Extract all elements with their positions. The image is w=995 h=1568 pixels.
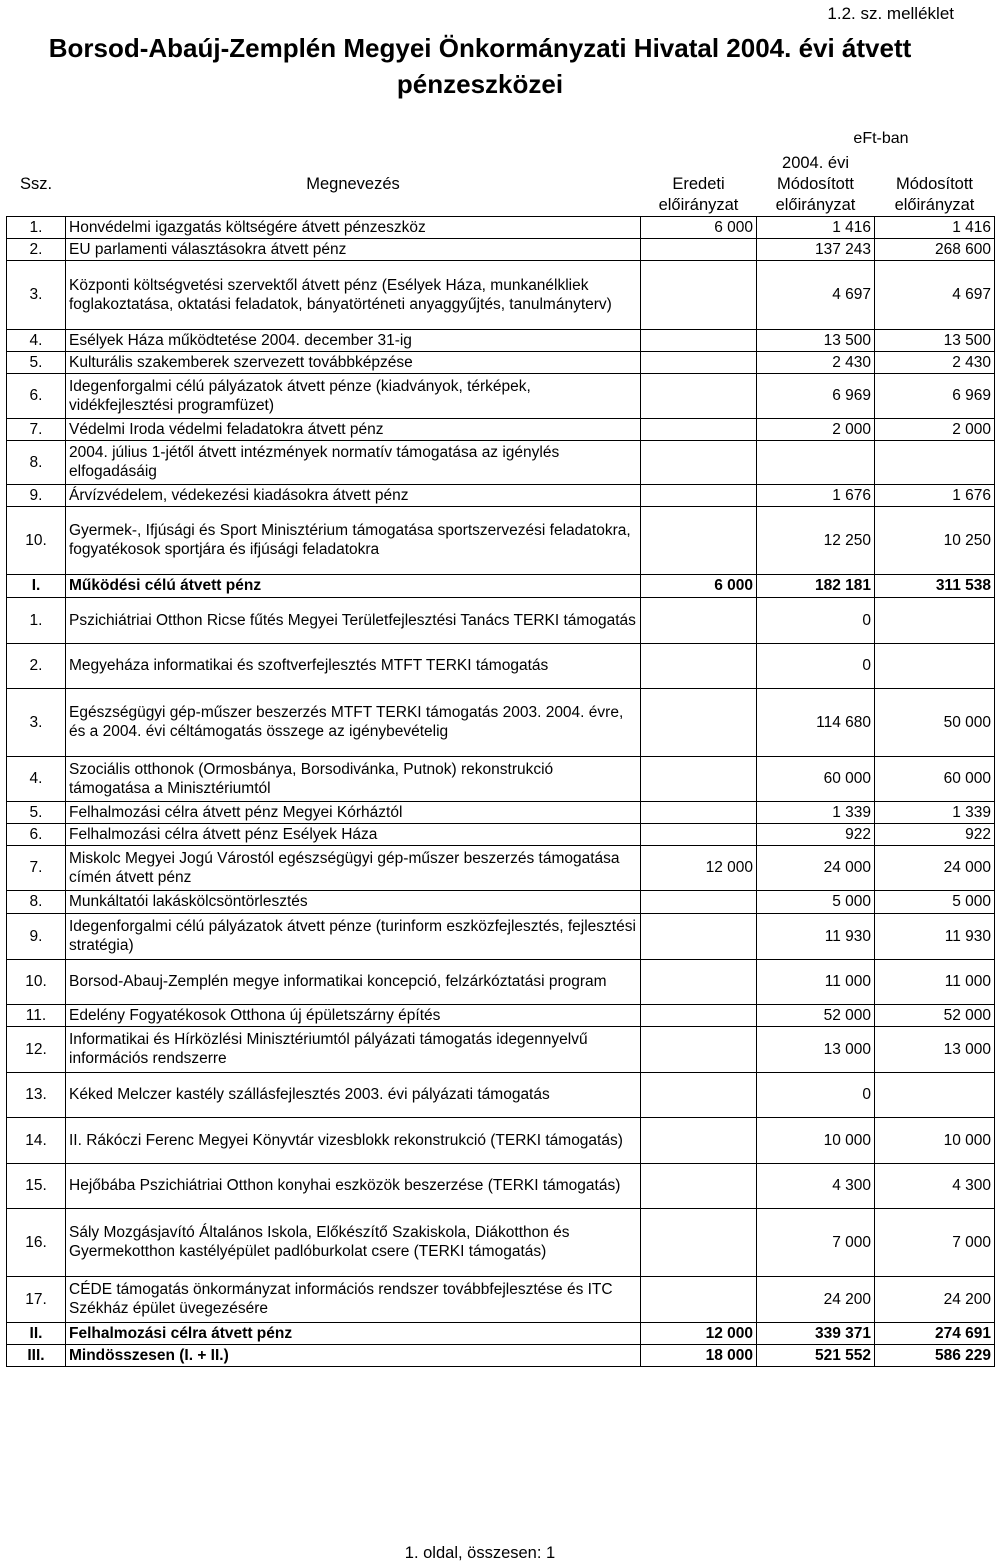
row-modified-1-cell: 1 339 bbox=[757, 801, 875, 823]
row-number-cell: 5. bbox=[7, 801, 66, 823]
row-modified-2-cell: 311 538 bbox=[875, 574, 995, 597]
row-modified-2-cell: 274 691 bbox=[875, 1322, 995, 1344]
table-row bbox=[7, 913, 995, 959]
row-name-cell: 2004. július 1-jétől átvett intézmények normatív támogatása az igénylés elfogadásáig bbox=[66, 440, 641, 484]
row-original-cell bbox=[641, 688, 757, 756]
row-original-cell bbox=[641, 1208, 757, 1276]
row-modified-2-cell bbox=[875, 440, 995, 484]
header-mod2-1: Módosított bbox=[895, 175, 974, 193]
row-modified-1-cell: 339 371 bbox=[757, 1322, 875, 1344]
header-mod2-2: előirányzat bbox=[894, 195, 975, 214]
header-ssz: Ssz. bbox=[19, 175, 53, 193]
table-row bbox=[7, 329, 995, 351]
row-number-cell: 3. bbox=[7, 260, 66, 329]
row-number-cell: 6. bbox=[7, 823, 66, 845]
row-number-cell: 13. bbox=[7, 1072, 66, 1117]
row-number-cell: 17. bbox=[7, 1276, 66, 1322]
row-modified-2-cell: 4 697 bbox=[875, 260, 995, 329]
row-modified-2-cell: 1 416 bbox=[875, 216, 995, 238]
row-original-cell bbox=[641, 643, 757, 688]
row-number-cell: 4. bbox=[7, 756, 66, 801]
row-modified-1-cell: 0 bbox=[757, 643, 875, 688]
table-row bbox=[7, 260, 995, 329]
row-name-cell: Működési célú átvett pénz bbox=[66, 574, 641, 597]
row-name-cell: Egészségügyi gép-műszer beszerzés MTFT TERKI támogatás 2003. 2004. évre, és a 2004. évi céltámogatás összege az igénybevételig bbox=[66, 688, 641, 756]
unit-label: eFt-ban bbox=[853, 130, 909, 147]
page-footer: 1. oldal, összesen: 1 bbox=[404, 1544, 556, 1562]
row-modified-2-cell: 586 229 bbox=[875, 1344, 995, 1366]
row-name-cell: Miskolc Megyei Jogú Várostól egészségügyi gép-műszer beszerzés támogatása címén átvett pénz bbox=[66, 845, 641, 890]
row-modified-1-cell: 24 200 bbox=[757, 1276, 875, 1322]
row-modified-1-cell: 13 500 bbox=[757, 329, 875, 351]
row-original-cell bbox=[641, 801, 757, 823]
row-name-cell: Munkáltatói lakáskölcsöntörlesztés bbox=[66, 890, 641, 913]
row-original-cell bbox=[641, 418, 757, 440]
row-modified-1-cell: 11 000 bbox=[757, 959, 875, 1004]
row-modified-2-cell: 2 430 bbox=[875, 351, 995, 373]
row-modified-2-cell bbox=[875, 643, 995, 688]
row-number-cell: 8. bbox=[7, 440, 66, 484]
row-modified-1-cell: 2 430 bbox=[757, 351, 875, 373]
row-number-cell: 8. bbox=[7, 890, 66, 913]
row-modified-1-cell: 7 000 bbox=[757, 1208, 875, 1276]
row-original-cell: 12 000 bbox=[641, 845, 757, 890]
row-modified-1-cell: 182 181 bbox=[757, 574, 875, 597]
header-year: 2004. évi bbox=[782, 153, 849, 172]
row-original-cell bbox=[641, 329, 757, 351]
row-modified-2-cell: 50 000 bbox=[875, 688, 995, 756]
row-modified-2-cell: 24 200 bbox=[875, 1276, 995, 1322]
row-original-cell bbox=[641, 959, 757, 1004]
row-modified-2-cell: 7 000 bbox=[875, 1208, 995, 1276]
table-row bbox=[7, 351, 995, 373]
row-name-cell: Kéked Melczer kastély szállásfejlesztés 2003. évi pályázati támogatás bbox=[66, 1072, 641, 1117]
row-modified-2-cell: 5 000 bbox=[875, 890, 995, 913]
row-modified-2-cell: 60 000 bbox=[875, 756, 995, 801]
row-name-cell: Idegenforgalmi célú pályázatok átvett pénze (kiadványok, térképek, vidékfejlesztési programfüzet) bbox=[66, 373, 641, 418]
row-modified-1-cell: 922 bbox=[757, 823, 875, 845]
row-name-cell: Árvízvédelem, védekezési kiadásokra átvett pénz bbox=[66, 484, 641, 506]
row-modified-1-cell: 24 000 bbox=[757, 845, 875, 890]
row-original-cell bbox=[641, 506, 757, 574]
row-name-cell: Megyeháza informatikai és szoftverfejlesztés MTFT TERKI támogatás bbox=[66, 643, 641, 688]
table-row bbox=[7, 845, 995, 890]
table-total-row bbox=[7, 1344, 995, 1366]
row-modified-2-cell: 2 000 bbox=[875, 418, 995, 440]
row-modified-1-cell: 2 000 bbox=[757, 418, 875, 440]
row-modified-1-cell: 13 000 bbox=[757, 1026, 875, 1072]
row-modified-1-cell: 60 000 bbox=[757, 756, 875, 801]
row-modified-1-cell: 6 969 bbox=[757, 373, 875, 418]
row-modified-1-cell: 1 676 bbox=[757, 484, 875, 506]
table-row bbox=[7, 1163, 995, 1208]
table-total-row bbox=[7, 574, 995, 597]
page-title bbox=[0, 30, 960, 102]
header-row-year bbox=[7, 152, 995, 174]
table-row bbox=[7, 1026, 995, 1072]
row-modified-1-cell: 137 243 bbox=[757, 238, 875, 260]
row-modified-2-cell: 10 250 bbox=[875, 506, 995, 574]
row-modified-2-cell: 1 339 bbox=[875, 801, 995, 823]
row-number-cell: 10. bbox=[7, 959, 66, 1004]
table-row bbox=[7, 756, 995, 801]
row-number-cell: III. bbox=[7, 1344, 66, 1366]
row-modified-2-cell: 1 676 bbox=[875, 484, 995, 506]
row-number-cell: I. bbox=[7, 574, 66, 597]
table-row bbox=[7, 643, 995, 688]
table-row bbox=[7, 1276, 995, 1322]
table-row bbox=[7, 373, 995, 418]
row-original-cell: 18 000 bbox=[641, 1344, 757, 1366]
row-number-cell: 14. bbox=[7, 1117, 66, 1163]
row-original-cell bbox=[641, 597, 757, 643]
row-number-cell: 7. bbox=[7, 418, 66, 440]
row-number-cell: 1. bbox=[7, 216, 66, 238]
table-row bbox=[7, 688, 995, 756]
table-row bbox=[7, 506, 995, 574]
row-original-cell bbox=[641, 1072, 757, 1117]
row-modified-1-cell: 0 bbox=[757, 1072, 875, 1117]
row-original-cell: 6 000 bbox=[641, 574, 757, 597]
row-name-cell: EU parlamenti választásokra átvett pénz bbox=[66, 238, 641, 260]
row-modified-1-cell: 521 552 bbox=[757, 1344, 875, 1366]
row-original-cell bbox=[641, 1026, 757, 1072]
table-row bbox=[7, 597, 995, 643]
row-modified-2-cell: 13 500 bbox=[875, 329, 995, 351]
row-original-cell bbox=[641, 351, 757, 373]
row-modified-1-cell: 0 bbox=[757, 597, 875, 643]
table-row bbox=[7, 801, 995, 823]
row-name-cell: Esélyek Háza működtetése 2004. december 31-ig bbox=[66, 329, 641, 351]
row-name-cell: Idegenforgalmi célú pályázatok átvett pénze (turinform eszközfejlesztés, fejlesztési stratégia) bbox=[66, 913, 641, 959]
row-original-cell bbox=[641, 1004, 757, 1026]
row-modified-2-cell: 13 000 bbox=[875, 1026, 995, 1072]
row-number-cell: 4. bbox=[7, 329, 66, 351]
row-modified-2-cell: 52 000 bbox=[875, 1004, 995, 1026]
row-original-cell bbox=[641, 890, 757, 913]
header-mod1-1: Módosított bbox=[776, 175, 855, 193]
row-modified-2-cell: 268 600 bbox=[875, 238, 995, 260]
row-modified-1-cell: 4 300 bbox=[757, 1163, 875, 1208]
table-row bbox=[7, 823, 995, 845]
table-row bbox=[7, 959, 995, 1004]
row-name-cell: Edelény Fogyatékosok Otthona új épületszárny építés bbox=[66, 1004, 641, 1026]
row-name-cell: Gyermek-, Ifjúsági és Sport Minisztérium támogatása sportszervezési feladatokra, fogyatékosok sportjára és ifjúsági feladatokra bbox=[66, 506, 641, 574]
row-original-cell bbox=[641, 823, 757, 845]
row-name-cell: Központi költségvetési szervektől átvett pénz (Esélyek Háza, munkanélkliek foglakoztatása, oktatási feladatok, bányatörténeti anyaggyűjtés, tanulmányterv) bbox=[66, 260, 641, 329]
row-name-cell: Szociális otthonok (Ormosbánya, Borsodivánka, Putnok) rekonstrukció támogatása a Minisztériumtól bbox=[66, 756, 641, 801]
row-original-cell bbox=[641, 373, 757, 418]
table-row bbox=[7, 484, 995, 506]
row-modified-2-cell: 922 bbox=[875, 823, 995, 845]
row-original-cell bbox=[641, 238, 757, 260]
table-row bbox=[7, 1072, 995, 1117]
row-modified-2-cell: 4 300 bbox=[875, 1163, 995, 1208]
row-modified-1-cell: 52 000 bbox=[757, 1004, 875, 1026]
row-original-cell bbox=[641, 756, 757, 801]
row-modified-1-cell: 12 250 bbox=[757, 506, 875, 574]
row-modified-2-cell bbox=[875, 1072, 995, 1117]
row-modified-1-cell: 4 697 bbox=[757, 260, 875, 329]
row-name-cell: CÉDE támogatás önkormányzat információs rendszer továbbfejlesztése és ITC Székház épület üvegezésére bbox=[66, 1276, 641, 1322]
row-modified-1-cell: 114 680 bbox=[757, 688, 875, 756]
funds-table bbox=[6, 152, 995, 1367]
row-number-cell: 9. bbox=[7, 913, 66, 959]
row-original-cell: 12 000 bbox=[641, 1322, 757, 1344]
row-modified-1-cell: 1 416 bbox=[757, 216, 875, 238]
header-orig-2: előirányzat bbox=[658, 195, 739, 214]
table-total-row bbox=[7, 1322, 995, 1344]
row-number-cell: 15. bbox=[7, 1163, 66, 1208]
header-orig-1: Eredeti bbox=[672, 175, 725, 193]
row-number-cell: 16. bbox=[7, 1208, 66, 1276]
row-name-cell: Pszichiátriai Otthon Ricse fűtés Megyei Területfejlesztési Tanács TERKI támogatás bbox=[66, 597, 641, 643]
row-original-cell bbox=[641, 1117, 757, 1163]
row-number-cell: 11. bbox=[7, 1004, 66, 1026]
row-number-cell: 3. bbox=[7, 688, 66, 756]
row-number-cell: 9. bbox=[7, 484, 66, 506]
table-row bbox=[7, 1004, 995, 1026]
row-number-cell: 2. bbox=[7, 643, 66, 688]
row-name-cell: Hejőbába Pszichiátriai Otthon konyhai eszközök beszerzése (TERKI támogatás) bbox=[66, 1163, 641, 1208]
row-modified-1-cell: 5 000 bbox=[757, 890, 875, 913]
table-row bbox=[7, 216, 995, 238]
row-modified-1-cell bbox=[757, 440, 875, 484]
header-mod1-2: előirányzat bbox=[775, 195, 856, 214]
row-name-cell: II. Rákóczi Ferenc Megyei Könyvtár vizesblokk rekonstrukció (TERKI támogatás) bbox=[66, 1117, 641, 1163]
table-row bbox=[7, 1117, 995, 1163]
row-name-cell: Felhalmozási célra átvett pénz Esélyek Háza bbox=[66, 823, 641, 845]
table-row bbox=[7, 238, 995, 260]
row-name-cell: Honvédelmi igazgatás költségére átvett pénzeszköz bbox=[66, 216, 641, 238]
title-line-1: Borsod-Abaúj-Zemplén Megyei Önkormányzati Hivatal 2004. évi átvett bbox=[48, 33, 912, 63]
row-number-cell: II. bbox=[7, 1322, 66, 1344]
row-original-cell bbox=[641, 1276, 757, 1322]
table-row bbox=[7, 418, 995, 440]
row-number-cell: 2. bbox=[7, 238, 66, 260]
row-modified-1-cell: 10 000 bbox=[757, 1117, 875, 1163]
row-modified-2-cell: 11 000 bbox=[875, 959, 995, 1004]
row-modified-2-cell: 11 930 bbox=[875, 913, 995, 959]
row-name-cell: Borsod-Abauj-Zemplén megye informatikai koncepció, felzárkóztatási program bbox=[66, 959, 641, 1004]
table-body bbox=[7, 152, 995, 1366]
table-row bbox=[7, 1208, 995, 1276]
row-number-cell: 10. bbox=[7, 506, 66, 574]
row-name-cell: Sály Mozgásjavító Általános Iskola, Előkészítő Szakiskola, Diákotthon és Gyermekotthon kastélyépület padlóburkolat csere (TERKI támogatás) bbox=[66, 1208, 641, 1276]
row-modified-2-cell bbox=[875, 597, 995, 643]
row-number-cell: 6. bbox=[7, 373, 66, 418]
row-name-cell: Felhalmozási célra átvett pénz Megyei Kórháztól bbox=[66, 801, 641, 823]
row-number-cell: 12. bbox=[7, 1026, 66, 1072]
row-modified-2-cell: 10 000 bbox=[875, 1117, 995, 1163]
row-original-cell bbox=[641, 913, 757, 959]
row-name-cell: Kulturális szakemberek szervezett továbbképzése bbox=[66, 351, 641, 373]
row-name-cell: Védelmi Iroda védelmi feladatokra átvett pénz bbox=[66, 418, 641, 440]
row-number-cell: 7. bbox=[7, 845, 66, 890]
row-number-cell: 1. bbox=[7, 597, 66, 643]
table-row bbox=[7, 890, 995, 913]
row-original-cell bbox=[641, 1163, 757, 1208]
row-original-cell bbox=[641, 260, 757, 329]
row-modified-2-cell: 6 969 bbox=[875, 373, 995, 418]
row-original-cell bbox=[641, 440, 757, 484]
row-modified-1-cell: 11 930 bbox=[757, 913, 875, 959]
header-row-sub bbox=[7, 195, 995, 216]
title-line-2: pénzeszközei bbox=[396, 69, 564, 99]
header-row-titles bbox=[7, 174, 995, 195]
row-name-cell: Mindösszesen (I. + II.) bbox=[66, 1344, 641, 1366]
table-row bbox=[7, 440, 995, 484]
row-original-cell bbox=[641, 484, 757, 506]
row-modified-2-cell: 24 000 bbox=[875, 845, 995, 890]
row-number-cell: 5. bbox=[7, 351, 66, 373]
row-name-cell: Felhalmozási célra átvett pénz bbox=[66, 1322, 641, 1344]
row-original-cell: 6 000 bbox=[641, 216, 757, 238]
header-name: Megnevezés bbox=[306, 175, 400, 193]
row-name-cell: Informatikai és Hírközlési Minisztériumtól pályázati támogatás idegennyelvű információs rendszerre bbox=[66, 1026, 641, 1072]
annex-label: 1.2. sz. melléklet bbox=[827, 4, 954, 23]
